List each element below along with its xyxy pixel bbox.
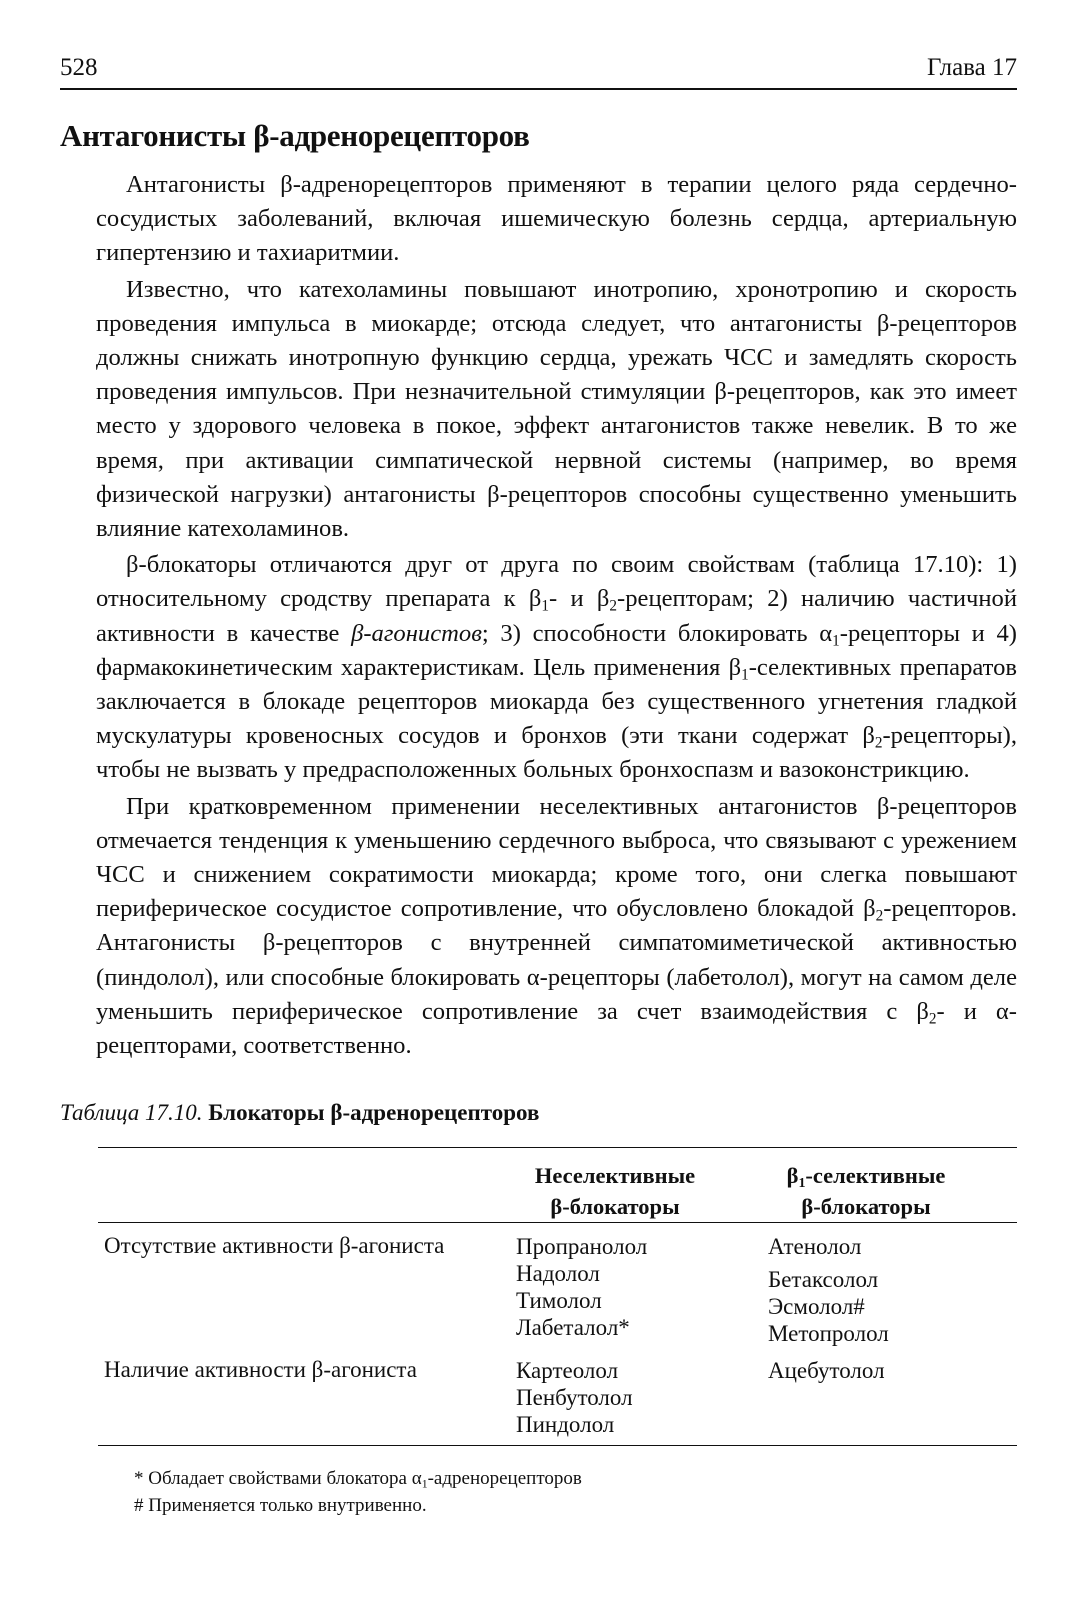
column-header-line: [756, 1160, 976, 1191]
text-run: * Обладает свойствами блокатора α: [134, 1468, 422, 1489]
italic-term: β-агонистов: [351, 619, 482, 647]
nonselective-list-agonist: [516, 1357, 633, 1438]
running-head: [60, 52, 1017, 90]
drug-name: Пропранолол: [516, 1234, 648, 1259]
page: [60, 0, 1017, 1601]
table-row-label: Отсутствие активности β-агониста: [104, 1233, 445, 1258]
section-heading: Антагонисты β-адренорецепторов: [60, 118, 530, 153]
drug-name: Надолол: [516, 1261, 600, 1286]
text-run: -рецепторы), чтобы не вызвать у предрасположенных больных бронхоспазм и вазоконстрикцию.: [96, 722, 1017, 784]
text-run: -рецепторы и 4) фармакокинетическим характеристикам. Цель применения β: [96, 619, 1017, 681]
text-run: - и β: [549, 585, 610, 613]
page-number: 528: [60, 54, 98, 81]
subscript: 1: [541, 597, 550, 615]
paragraph-4: [96, 790, 1017, 1064]
text-run: -адренорецепторов: [427, 1468, 582, 1489]
table-caption: [60, 1100, 539, 1126]
drug-name: Бетаксолол: [768, 1267, 879, 1292]
nonselective-list-no-agonist: [516, 1233, 647, 1341]
drug-name: Тимолол: [516, 1288, 602, 1313]
text-run: - и α-рецепторами, соответственно.: [96, 997, 1017, 1060]
text-run: При кратковременном применении неселективных антагонистов β-рецепторов отмечается тенденция к уменьшению сердечного выброса, что связывают с урежением ЧСС и снижением сократимости миокарда; кроме того, они слегка повышают периферическое сосудистое сопротивление, что обусловлено блокадой β: [96, 792, 1017, 923]
drug-name: Лабеталол*: [516, 1315, 630, 1340]
drug-name: Пенбутолол: [516, 1385, 633, 1410]
body-text: [96, 168, 1017, 1065]
text-run: -рецепторов. Антагонисты β-рецепторов с внутренней симпатомиметической активностью (пиндолол), или способные блокировать α-рецепторы (лабетолол), могут на самом деле уменьшить периферическое сопротивление за счет взаимодействия с β: [96, 895, 1017, 1025]
drug-name: Ацебутолол: [768, 1358, 885, 1383]
drug-name: Метопролол: [768, 1321, 889, 1346]
column-header-nonselective: [505, 1160, 725, 1222]
paragraph-2: Известно, что катехоламины повышают инотропию, хронотропию и скорость проведения импульса в миокарде; отсюда следует, что антагонисты β-рецепторов должны снижать инотропную функцию сердца, урежать ЧСС и замедлять скорость проведения импульсов. При незначительной стимуляции β-рецепторов, как это имеет место у здорового человека в покое, эффект антагонистов также невелик. В то же время, при активации симпатической нервной системы (например, во время физической нагрузки) антагонисты β-рецепторов способны существенно уменьшить влияние катехоламинов.: [96, 275, 1017, 543]
text-run: -рецепторам; 2) наличию частичной активности в качестве: [96, 585, 1018, 647]
drug-name: Картеолол: [516, 1358, 619, 1383]
subscript: 1: [798, 1175, 806, 1191]
table-bottom-rule: [98, 1445, 1017, 1446]
subscript: 2: [875, 907, 884, 925]
text-run: -селективных препаратов заключается в блокаде рецепторов миокарда без существенного угнетения гладкой мускулатуры кровеносных сосудов и бронхов (эти ткани содержат β: [96, 653, 1017, 750]
text-run: β: [786, 1163, 799, 1188]
selective-list-agonist: [768, 1357, 885, 1384]
table-top-rule: [98, 1147, 1017, 1148]
drug-name: Эсмолол#: [768, 1294, 865, 1319]
text-run: β-блокаторы отличаются друг от друга по своим свойствам (таблица 17.10): 1) относительному сродству препарата к β: [96, 551, 1017, 613]
drug-name: Пиндолол: [516, 1412, 615, 1437]
selective-list-no-agonist: [768, 1233, 889, 1347]
text-run: -селективные: [805, 1163, 946, 1188]
table-header-rule: [98, 1222, 1017, 1223]
column-header-line: β-блокаторы: [550, 1194, 680, 1219]
footnote-hash: # Применяется только внутривенно.: [134, 1495, 427, 1516]
footnote-asterisk: [134, 1465, 582, 1492]
subscript: 2: [874, 734, 883, 752]
table-caption-title: Блокаторы β-адренорецепторов: [208, 1100, 540, 1125]
table-footnotes: [134, 1465, 582, 1519]
subscript: 2: [928, 1010, 937, 1028]
subscript: 2: [609, 597, 618, 615]
subscript: 1: [741, 666, 749, 684]
subscript: 1: [832, 631, 840, 649]
drug-name: Атенолол: [768, 1234, 862, 1259]
paragraph-3: [96, 548, 1017, 787]
text-run: ; 3) способности блокировать α: [481, 619, 833, 647]
column-header-line: β-блокаторы: [801, 1194, 931, 1219]
chapter-label: Глава 17: [927, 54, 1017, 81]
table-row-label: Наличие активности β-агониста: [104, 1357, 417, 1382]
paragraph-1: Антагонисты β-адренорецепторов применяют в терапии целого ряда сердечно-сосудистых заболеваний, включая ишемическую болезнь сердца, артериальную гипертензию и тахиаритмии.: [96, 171, 1017, 267]
column-header-selective: [756, 1160, 976, 1222]
subscript: 1: [421, 1477, 428, 1491]
table-caption-label: Таблица 17.10.: [60, 1100, 203, 1125]
column-header-line: Неселективные: [534, 1163, 696, 1188]
